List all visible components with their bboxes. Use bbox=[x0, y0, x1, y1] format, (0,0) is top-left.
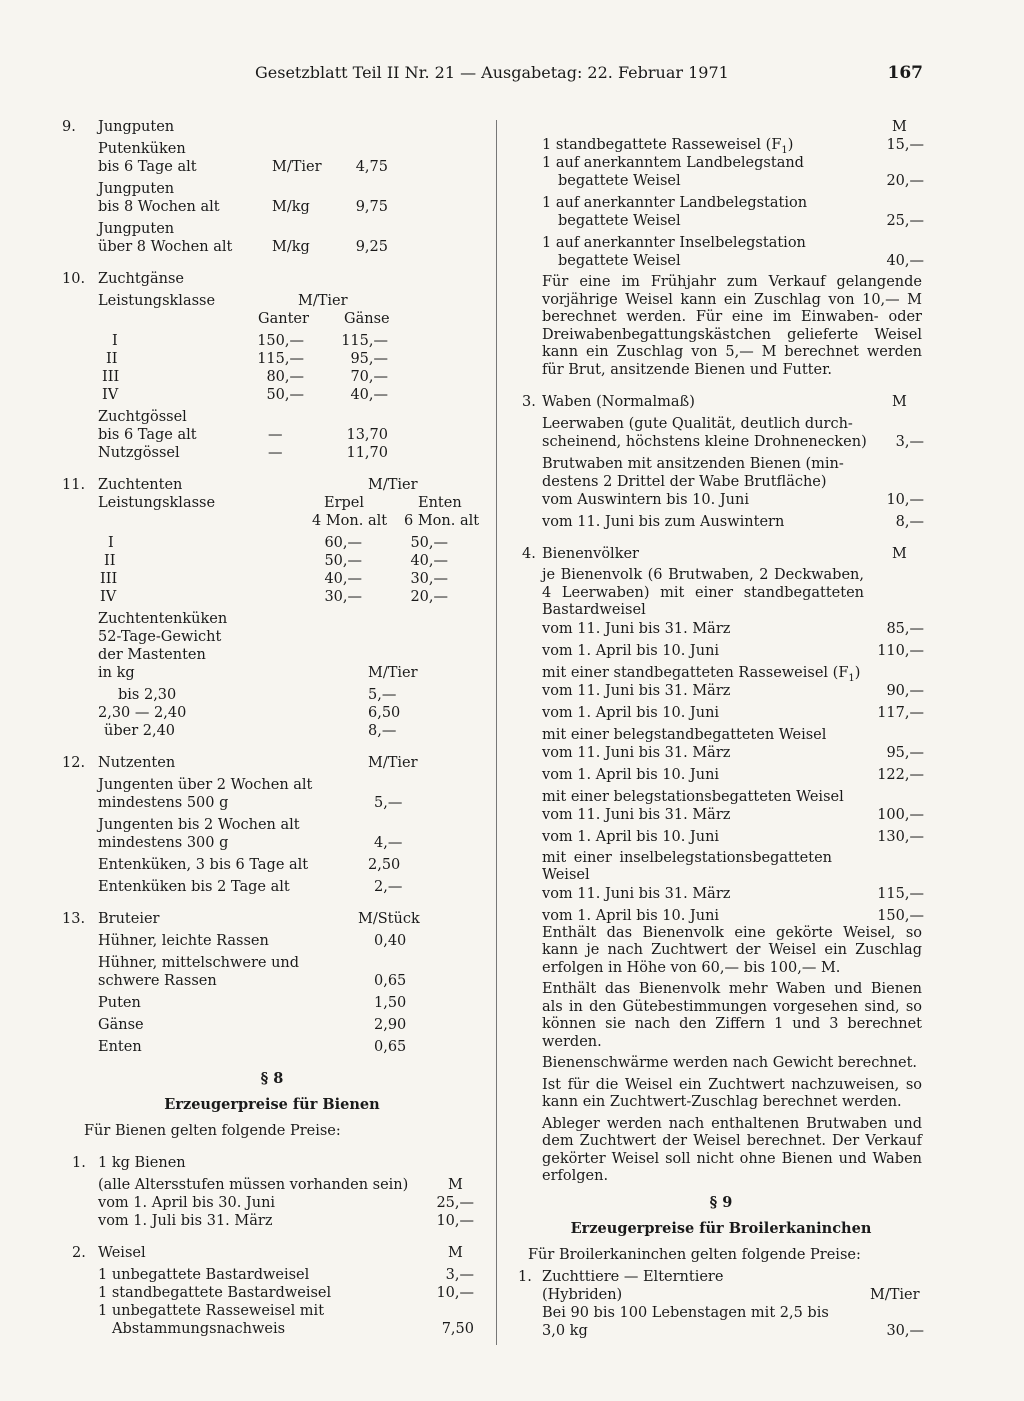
note-paragraph: Ist für die Weisel ein Zuchtwert nachzuweisen, so kann ein Zuchtwert-Zuschlag berechnet werden. bbox=[542, 1076, 922, 1110]
item-number: 1. bbox=[518, 1268, 532, 1285]
value-gaense: 70,— bbox=[350, 369, 388, 385]
section-title: Zuchtenten bbox=[98, 477, 183, 493]
note-paragraph: Bienenschwärme werden nach Gewicht berechnet. bbox=[542, 1055, 918, 1071]
section-9-jungputen bbox=[62, 118, 482, 256]
bienen-item-1 bbox=[62, 1154, 482, 1230]
row-label: begattete Weisel bbox=[558, 253, 681, 269]
class-roman: IV bbox=[100, 589, 117, 605]
row-label: Putenküken bbox=[98, 141, 186, 157]
subscript: 1 bbox=[848, 672, 855, 684]
row-label: vom 11. Juni bis 31. März bbox=[542, 620, 731, 637]
section-10-zuchtgaense bbox=[62, 270, 482, 462]
section-title: Zuchtgänse bbox=[98, 271, 184, 287]
row-label: mit einer inselbelegstationsbegatteten Weisel bbox=[542, 849, 832, 883]
row-value: 2,— bbox=[374, 879, 403, 895]
row-label: über 8 Wochen alt bbox=[98, 239, 233, 255]
col-subheader: 4 Mon. alt bbox=[312, 513, 388, 529]
row-value: 85,— bbox=[886, 620, 924, 637]
row-label: vom 11. Juni bis zum Auswintern bbox=[542, 514, 785, 530]
section-13-bruteier bbox=[62, 910, 482, 1056]
row-dash: — bbox=[268, 427, 283, 443]
row-value: 30,— bbox=[886, 1322, 924, 1339]
row-value: 11,70 bbox=[346, 445, 388, 461]
row-unit: M/Tier bbox=[272, 159, 322, 175]
row-value: 100,— bbox=[877, 806, 924, 823]
weisel-continued bbox=[516, 118, 926, 379]
bienenvolk-intro: je Bienenvolk (6 Brutwaben, 2 Deckwaben, 4 Leerwaben) mit einer standbegatteten Bastardweisel bbox=[542, 567, 864, 618]
row-label: vom 11. Juni bis 31. März bbox=[542, 682, 731, 699]
unit-header: M/Tier bbox=[298, 293, 348, 309]
row-label: vom 1. April bis 10. Juni bbox=[542, 704, 720, 721]
row-label: Leerwaben (gute Qualität, deutlich durch- bbox=[542, 416, 853, 432]
unit-header: M bbox=[892, 546, 907, 562]
row-value: 2,90 bbox=[374, 1017, 407, 1033]
note-paragraph: Enthält das Bienenvolk eine gekörte Weisel, so kann je nach Zuchtwert der Weisel ein Zuschlag erfolgen in Höhe von 60,— bis 100,— M. bbox=[542, 924, 922, 976]
row-label: 1 unbegattete Bastardweisel bbox=[98, 1267, 310, 1283]
column-divider bbox=[496, 120, 497, 1345]
row-value: 8,— bbox=[368, 723, 397, 739]
row-label: Brutwaben mit ansitzenden Bienen (min- bbox=[542, 456, 844, 472]
section-title: Jungputen bbox=[98, 119, 175, 135]
section-11-zuchtenten bbox=[62, 476, 482, 740]
unit-header: M/Tier bbox=[368, 477, 418, 493]
row-label: Jungputen bbox=[98, 221, 175, 237]
row-label: begattete Weisel bbox=[558, 213, 681, 229]
col-header: Enten bbox=[418, 495, 462, 511]
row-value: 0,65 bbox=[374, 973, 407, 989]
row-label: Zuchtentenküken bbox=[98, 611, 228, 627]
row-value: 3,— bbox=[895, 434, 924, 450]
row-label: vom 1. April bis 30. Juni bbox=[98, 1195, 276, 1211]
row-label: Entenküken, 3 bis 6 Tage alt bbox=[98, 857, 309, 873]
row-label: 52-Tage-Gewicht bbox=[98, 629, 222, 645]
col-header: Erpel bbox=[324, 495, 365, 511]
row-label: bis 6 Tage alt bbox=[98, 159, 197, 175]
item-number: 4. bbox=[522, 546, 536, 562]
value-ganter: 115,— bbox=[257, 351, 304, 367]
row-label: Bei 90 bis 100 Lebenstagen mit 2,5 bis bbox=[542, 1304, 829, 1321]
class-roman: I bbox=[112, 333, 118, 349]
row-value: 7,50 bbox=[441, 1321, 474, 1337]
row-value: 110,— bbox=[877, 642, 924, 659]
row-value: 0,65 bbox=[374, 1039, 407, 1055]
row-label: Abstammungsnachweis bbox=[112, 1321, 286, 1337]
item-title: Zuchttiere — Elterntiere bbox=[542, 1268, 724, 1285]
row-label: der Mastenten bbox=[98, 647, 206, 663]
row-label: Nutzgössel bbox=[98, 445, 180, 461]
value-gaense: 40,— bbox=[350, 387, 388, 403]
note-paragraph: Ableger werden nach enthaltenen Brutwaben und dem Zuchtwert der Weisel berechnet. Der Verkauf gekörter Weisel soll nicht ohne Bienen und Waben erfolgen. bbox=[542, 1115, 922, 1184]
row-label: (alle Altersstufen müssen vorhanden sein) bbox=[98, 1177, 409, 1193]
paragraph-8 bbox=[62, 1070, 482, 1140]
row-value: 10,— bbox=[886, 492, 924, 508]
unit-header: M bbox=[892, 394, 907, 410]
paragraph-heading: Erzeugerpreise für Broilerkaninchen bbox=[570, 1219, 872, 1237]
section-title: Nutzenten bbox=[98, 755, 176, 771]
row-label: 1 standbegattete Bastardweisel bbox=[98, 1285, 332, 1301]
section-title: Bruteier bbox=[98, 911, 160, 927]
row-label: mindestens 500 g bbox=[98, 795, 229, 811]
row-label: mit einer belegstandbegatteten Weisel bbox=[542, 726, 827, 743]
row-value: 25,— bbox=[886, 213, 924, 229]
value-ganter: 50,— bbox=[266, 387, 304, 403]
weisel-note: Für eine im Frühjahr zum Verkauf gelangende vorjährige Weisel kann ein Zuschlag von 10,— M berechnet werden. Für eine im Einwaben- oder Dreiwabenbegattungskästchen gelieferte Weisel kann ein Zuschlag von 5,— M berechnet werden für Brut, ansitzende Bienen und Futter. bbox=[542, 274, 922, 378]
row-value: 9,75 bbox=[355, 199, 388, 215]
item-number: 12. bbox=[62, 755, 86, 771]
value-erpel: 60,— bbox=[324, 535, 362, 551]
row-label: vom 1. Juli bis 31. März bbox=[98, 1213, 273, 1229]
row-value: 115,— bbox=[877, 885, 924, 902]
page-number: 167 bbox=[887, 63, 923, 83]
row-value: 122,— bbox=[877, 766, 924, 783]
row-value: 1,50 bbox=[374, 995, 407, 1011]
item-title: 1 kg Bienen bbox=[98, 1155, 186, 1171]
row-unit: M/kg bbox=[272, 199, 310, 215]
row-label: 1 auf anerkannter Landbelegstation bbox=[542, 195, 808, 211]
class-roman: III bbox=[100, 571, 118, 587]
row-label: Entenküken bis 2 Tage alt bbox=[98, 879, 290, 895]
row-label: vom 1. April bis 10. Juni bbox=[542, 828, 720, 845]
row-value: 25,— bbox=[436, 1195, 474, 1211]
row-value: 6,50 bbox=[368, 705, 401, 721]
item-number: 13. bbox=[62, 911, 86, 927]
unit-header: M/Stück bbox=[358, 911, 420, 927]
unit-header: M/Tier bbox=[870, 1286, 920, 1303]
bienen-item-3 bbox=[516, 393, 926, 531]
row-label: 1 auf anerkanntem Landbelegstand bbox=[542, 155, 804, 171]
row-value: 130,— bbox=[877, 828, 924, 845]
row-value: 10,— bbox=[436, 1285, 474, 1301]
value-ganter: 80,— bbox=[266, 369, 304, 385]
value-erpel: 30,— bbox=[324, 589, 362, 605]
row-label: Hühner, leichte Rassen bbox=[98, 933, 269, 949]
note-paragraph: Enthält das Bienenvolk mehr Waben und Bienen als in den Gütebestimmungen vorgesehen sind, so können sie nach den Ziffern 1 und 3 berechnet werden. bbox=[542, 981, 922, 1050]
paragraph-intro: Für Broilerkaninchen gelten folgende Preise: bbox=[528, 1246, 861, 1263]
paragraph-heading: Erzeugerpreise für Bienen bbox=[164, 1096, 380, 1113]
value-erpel: 50,— bbox=[324, 553, 362, 569]
row-label: 3,0 kg bbox=[542, 1322, 588, 1339]
paragraph-number: § 9 bbox=[709, 1193, 733, 1211]
unit-header: M bbox=[448, 1245, 463, 1261]
row-value: 0,40 bbox=[374, 933, 407, 949]
bienen-item-2 bbox=[62, 1244, 482, 1338]
weight-range: 2,30 — 2,40 bbox=[98, 705, 187, 721]
unit-header: M/Tier bbox=[368, 755, 418, 771]
subscript: 1 bbox=[781, 144, 788, 156]
row-value: 5,— bbox=[374, 795, 403, 811]
row-label: Zuchtgössel bbox=[98, 409, 187, 425]
row-value: 20,— bbox=[886, 173, 924, 189]
row-value: 15,— bbox=[886, 137, 924, 153]
right-column bbox=[516, 118, 926, 1340]
item-number: 2. bbox=[72, 1245, 86, 1261]
class-roman: I bbox=[108, 535, 114, 551]
row-dash: — bbox=[268, 445, 283, 461]
class-roman: III bbox=[102, 369, 120, 385]
row-label: scheinend, höchstens kleine Drohnenecken) bbox=[542, 434, 867, 450]
col-header: Ganter bbox=[258, 311, 309, 327]
row-value: 2,50 bbox=[368, 857, 401, 873]
paragraph-intro: Für Bienen gelten folgende Preise: bbox=[84, 1123, 341, 1139]
row-value: 95,— bbox=[886, 744, 924, 761]
header-title: Gesetzblatt Teil II Nr. 21 — Ausgabetag: 22. Februar 1971 bbox=[255, 63, 729, 82]
row-label-text: 1 standbegattete Rasseweisel (F bbox=[542, 137, 782, 153]
row-label: vom 11. Juni bis 31. März bbox=[542, 885, 731, 902]
unit-header: M/Tier bbox=[368, 665, 418, 681]
item-number: 1. bbox=[72, 1155, 86, 1171]
row-label: Jungputen bbox=[98, 181, 175, 197]
row-label: (Hybriden) bbox=[542, 1286, 623, 1303]
row-label: vom 11. Juni bis 31. März bbox=[542, 806, 731, 823]
paragraph-number: § 8 bbox=[260, 1070, 284, 1087]
item-number: 9. bbox=[62, 119, 76, 135]
value-enten: 40,— bbox=[410, 553, 448, 569]
item-number: 10. bbox=[62, 271, 86, 287]
item-title: Bienenvölker bbox=[542, 546, 639, 562]
row-label: Hühner, mittelschwere und bbox=[98, 955, 300, 971]
class-roman: II bbox=[104, 553, 116, 569]
row-value: 13,70 bbox=[346, 427, 388, 443]
value-enten: 50,— bbox=[410, 535, 448, 551]
row-label: bis 8 Wochen alt bbox=[98, 199, 220, 215]
row-value: 4,— bbox=[374, 835, 403, 851]
row-label-text: mit einer standbegatteten Rasseweisel (F bbox=[542, 664, 849, 681]
row-label: in kg bbox=[98, 665, 135, 681]
row-value: 9,25 bbox=[355, 239, 388, 255]
row-label: bis 6 Tage alt bbox=[98, 427, 197, 443]
row-label: Puten bbox=[98, 995, 141, 1011]
row-value: 10,— bbox=[436, 1213, 474, 1229]
row-label: mindestens 300 g bbox=[98, 835, 229, 851]
left-column bbox=[62, 118, 482, 1338]
item-title: Waben (Normalmaß) bbox=[542, 394, 695, 410]
row-label: begattete Weisel bbox=[558, 173, 681, 189]
class-label: Leistungsklasse bbox=[98, 495, 216, 511]
row-label: vom 1. April bis 10. Juni bbox=[542, 642, 720, 659]
row-label bbox=[542, 136, 793, 154]
row-label: schwere Rassen bbox=[98, 973, 217, 989]
page-header bbox=[255, 64, 923, 86]
value-gaense: 115,— bbox=[341, 333, 388, 349]
item-title: Weisel bbox=[98, 1245, 146, 1261]
class-roman: IV bbox=[102, 387, 119, 403]
bienen-item-4 bbox=[516, 545, 926, 1186]
row-label: vom Auswintern bis 10. Juni bbox=[542, 492, 749, 508]
class-roman: II bbox=[106, 351, 118, 367]
col-header: Gänse bbox=[344, 311, 390, 327]
unit-header: M bbox=[892, 119, 907, 135]
row-label: mit einer belegstationsbegatteten Weisel bbox=[542, 788, 844, 805]
value-gaense: 95,— bbox=[350, 351, 388, 367]
row-label: destens 2 Drittel der Wabe Brutfläche) bbox=[542, 474, 827, 490]
row-label: vom 11. Juni bis 31. März bbox=[542, 744, 731, 761]
value-ganter: 150,— bbox=[257, 333, 304, 349]
item-number: 3. bbox=[522, 394, 536, 410]
row-label: Jungenten bis 2 Wochen alt bbox=[98, 817, 300, 833]
item-number: 11. bbox=[62, 477, 86, 493]
row-label-end: ) bbox=[787, 137, 794, 153]
row-value: 117,— bbox=[877, 704, 924, 721]
row-label: Jungenten über 2 Wochen alt bbox=[98, 777, 313, 793]
weight-range: bis 2,30 bbox=[118, 687, 177, 703]
value-enten: 20,— bbox=[410, 589, 448, 605]
paragraph-9 bbox=[516, 1194, 926, 1340]
row-label: vom 1. April bis 10. Juni bbox=[542, 907, 720, 924]
row-value: 3,— bbox=[445, 1267, 474, 1283]
row-value: 8,— bbox=[895, 514, 924, 530]
weight-range: über 2,40 bbox=[104, 723, 176, 739]
row-label-end: ) bbox=[854, 664, 861, 681]
row-value: 90,— bbox=[886, 682, 924, 699]
col-subheader: 6 Mon. alt bbox=[404, 513, 480, 529]
row-label: 1 unbegattete Rasseweisel mit bbox=[98, 1303, 325, 1319]
row-label: vom 1. April bis 10. Juni bbox=[542, 766, 720, 783]
row-label: Enten bbox=[98, 1039, 142, 1055]
class-label: Leistungsklasse bbox=[98, 293, 216, 309]
row-value: 150,— bbox=[877, 907, 924, 924]
row-label: Gänse bbox=[98, 1017, 144, 1033]
row-value: 5,— bbox=[368, 687, 397, 703]
unit-header: M bbox=[448, 1177, 463, 1193]
row-value: 4,75 bbox=[355, 159, 388, 175]
section-12-nutzenten bbox=[62, 754, 482, 896]
row-unit: M/kg bbox=[272, 239, 310, 255]
row-label: 1 auf anerkannter Inselbelegstation bbox=[542, 235, 806, 251]
value-erpel: 40,— bbox=[324, 571, 362, 587]
row-label bbox=[542, 664, 860, 682]
value-enten: 30,— bbox=[410, 571, 448, 587]
row-value: 40,— bbox=[886, 253, 924, 269]
